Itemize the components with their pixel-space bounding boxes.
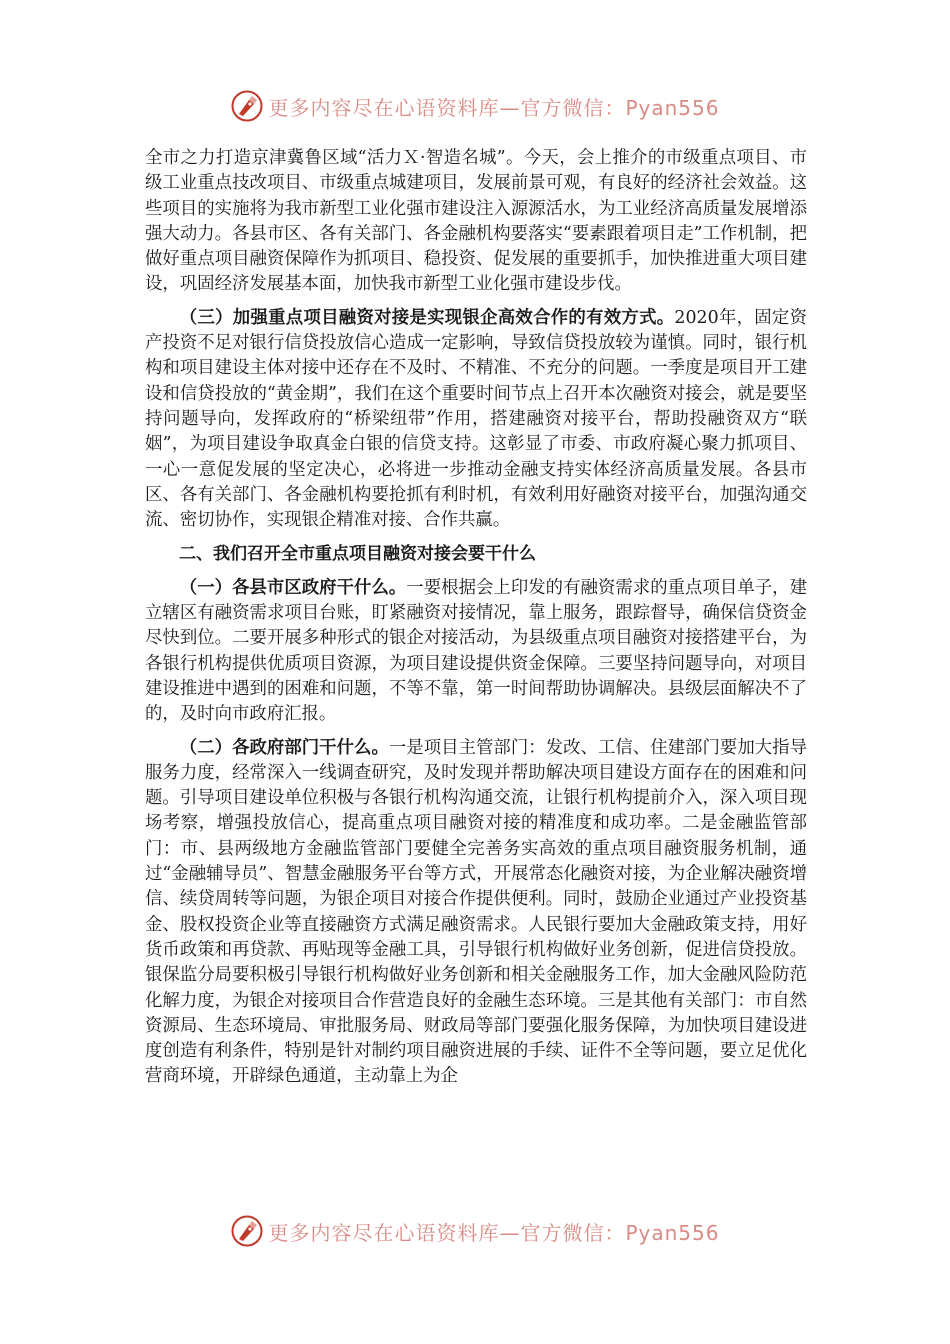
watermark-text: 更多内容尽在心语资料库—官方微信：Pyan556 [268,95,720,120]
paragraph [145,736,807,1090]
pen-nib-logo-icon [230,89,264,123]
document-body [145,146,807,1090]
watermark-banner-top [0,86,950,126]
paragraph-lead: （一）各县市区政府干什么。 [179,577,407,598]
paragraph-text: 全市之力打造京津冀鲁区域“活力Ｘ·智造名城”。今天，会上推介的市级重点项目、市级工业重点技改项目、市级重点城建项目，发展前景可观，有良好的经济社会效益。这些项目的实施将为我市新型工业化强市建设注入源源活水，为工业经济高质量发展增添强大动力。各县市区、各有关部门、各金融机构要落实“要素跟着项目走”工作机制，把做好重点项目融资保障作为抓项目、稳投资、促发展的重要抓手，加快推进重大项目建设，巩固经济发展基本面，加快我市新型工业化强市建设步伐。 [145,148,807,295]
paragraph-lead: （二）各政府部门干什么。 [179,737,389,758]
pen-nib-logo-icon [230,1214,264,1248]
paragraph-text: 2020年，固定资产投资不足对银行信贷投放信心造成一定影响，导致信贷投放较为谨慎。同时，银行机构和项目建设主体对接中还存在不及时、不精准、不充分的问题。一季度是项目开工建设和信贷投放的“黄金期”，我们在这个重要时间节点上召开本次融资对接会，就是要坚持问题导向，发挥政府的“桥梁纽带”作用，搭建融资对接平台，帮助投融资双方“联姻”，为项目建设争取真金白银的信贷支持。这彰显了市委、市政府凝心聚力抓项目、一心一意促发展的坚定决心，必将进一步推动金融支持实体经济高质量发展。各县市区、各有关部门、各金融机构要抢抓有利时机，有效利用好融资对接平台，加强沟通交流、密切协作，实现银企精准对接、合作共赢。 [145,307,807,531]
paragraph [145,306,807,534]
paragraph [145,146,807,298]
paragraph-lead: （三）加强重点项目融资对接是实现银企高效合作的有效方式。 [179,307,675,328]
paragraph-text: 一是项目主管部门：发改、工信、住建部门要加大指导服务力度，经常深入一线调查研究，及时发现并帮助解决项目建设方面存在的困难和问题。引导项目建设单位积极与各银行机构沟通交流，让银行机构提前介入，深入项目现场考察，增强投放信心，提高重点项目融资对接的精准度和成功率。二是金融监管部门：市、县两级地方金融监管部门要健全完善务实高效的重点项目融资服务机制，通过“金融辅导员”、智慧金融服务平台等方式，开展常态化融资对接，为企业解决融资增信、续贷周转等问题，为银企项目对接合作提供便利。同时，鼓励企业通过产业投资基金、股权投资企业等直接融资方式满足融资需求。人民银行要加大金融政策支持，用好货币政策和再贷款、再贴现等金融工具，引导银行机构做好业务创新，促进信贷投放。银保监分局要积极引导银行机构做好业务创新和相关金融服务工作，加大金融风险防范化解力度，为银企对接项目合作营造良好的金融生态环境。三是其他有关部门：市自然资源局、生态环境局、审批服务局、财政局等部门要强化服务保障，为加快项目建设进度创造有利条件，特别是针对制约项目融资进展的手续、证件不全等问题，要立足优化营商环境，开辟绿色通道，主动靠上为企 [145,737,807,1087]
watermark-text: 更多内容尽在心语资料库—官方微信：Pyan556 [268,1220,720,1245]
paragraph-text: 一要根据会上印发的有融资需求的重点项目单子，建立辖区有融资需求项目台账，盯紧融资对接情况，靠上服务，跟踪督导，确保信贷资金尽快到位。二要开展多种形式的银企对接活动，为县级重点项目融资对接搭建平台，为各银行机构提供优质项目资源，为项目建设提供资金保障。三要坚持问题导向，对项目建设推进中遇到的困难和问题，不等不靠，第一时间帮助协调解决。县级层面解决不了的，及时向市政府汇报。 [145,577,807,725]
paragraph [145,576,807,728]
watermark-banner-bottom [0,1211,950,1251]
section-heading: 二、我们召开全市重点项目融资对接会要干什么 [179,544,536,565]
